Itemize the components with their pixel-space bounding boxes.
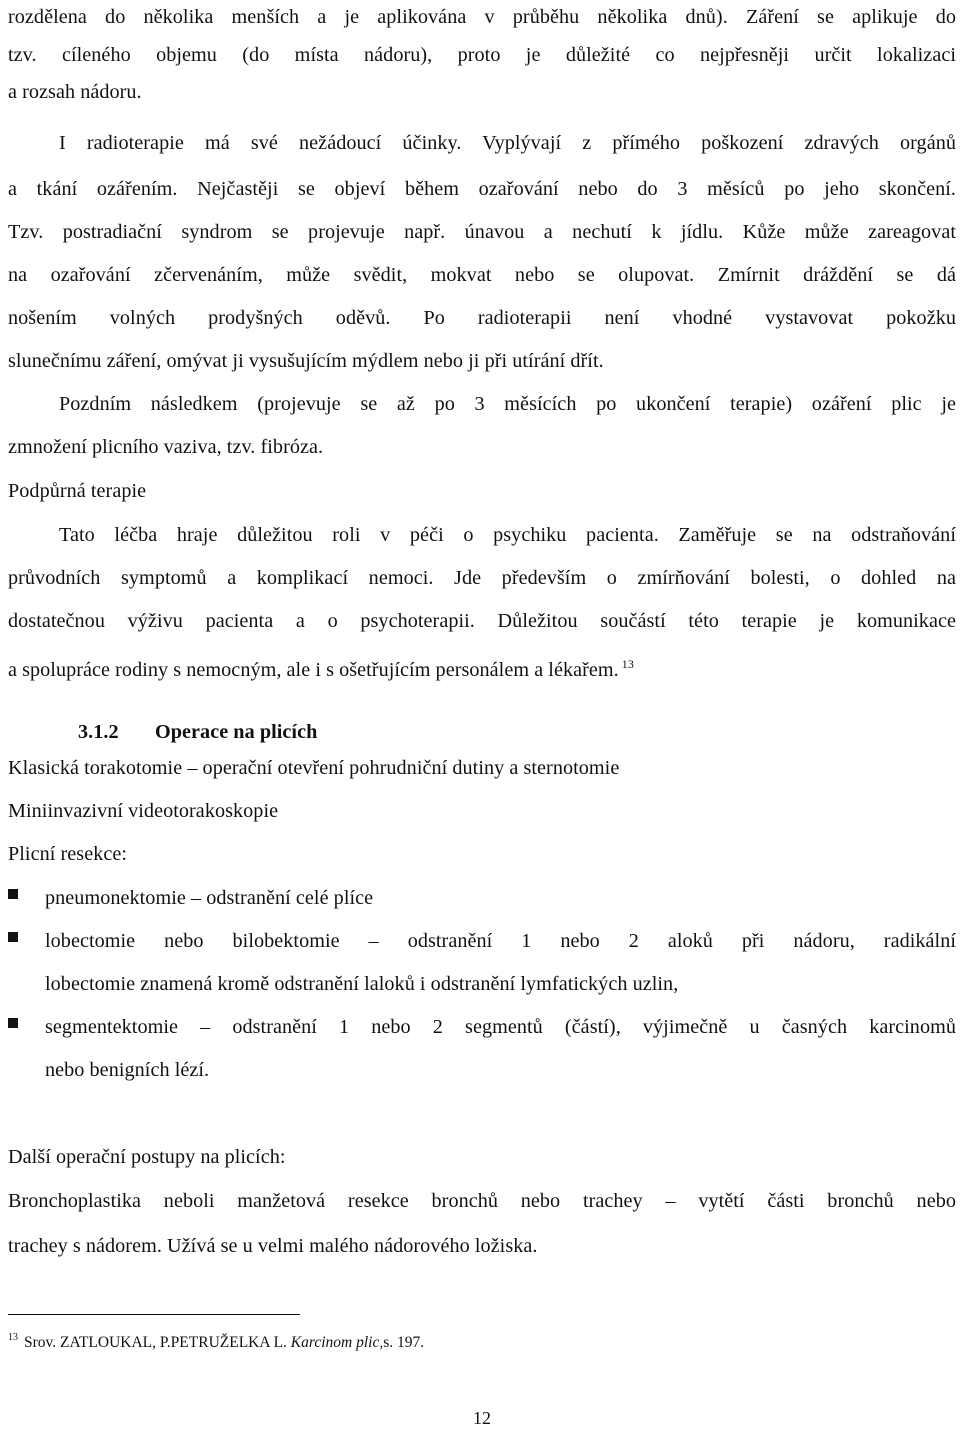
- text-line: Klasická torakotomie – operační otevření pohrudniční dutiny a sternotomie: [8, 757, 620, 779]
- bullet-item-continued: lobectomie znamená kromě odstranění laloků i odstranění lymfatických uzlin,: [45, 973, 679, 995]
- paragraph-line: Bronchoplastika neboli manžetová resekce bronchů nebo trachey – vytětí části bronchů nebo: [8, 1190, 956, 1212]
- section-number: 3.1.2: [78, 721, 119, 743]
- bullet-item: segmentektomie – odstranění 1 nebo 2 segmentů (částí), výjimečně u časných karcinomů: [45, 1016, 956, 1038]
- paragraph-line: Pozdním následkem (projevuje se až po 3 měsících po ukončení terapie) ozáření plic je: [59, 393, 956, 415]
- text-line: Další operační postupy na plicích:: [8, 1146, 286, 1168]
- footnote-title: Karcinom plic,: [290, 1334, 384, 1351]
- paragraph-line: nošením volných prodyšných oděvů. Po radioterapii není vhodné vystavovat pokožku: [8, 307, 956, 329]
- page-number: 12: [473, 1408, 491, 1428]
- paragraph-line: I radioterapie má své nežádoucí účinky. Vyplývají z přímého poškození zdravých orgánů: [59, 132, 956, 154]
- bullet-item: lobectomie nebo bilobektomie – odstranění 1 nebo 2 aloků při nádoru, radikální: [45, 930, 956, 952]
- bullet-item: pneumonektomie – odstranění celé plíce: [45, 887, 374, 909]
- footnote: [8, 1326, 424, 1355]
- paragraph-line: dostatečnou výživu pacienta a o psychoterapii. Důležitou součástí této terapie je komunikace: [8, 610, 956, 632]
- paragraph-line: a tkání ozářením. Nejčastěji se objeví během ozařování nebo do 3 měsíců po jeho skončení.: [8, 178, 956, 200]
- section-title: Operace na plicích: [155, 721, 318, 743]
- paragraph-line: zmnožení plicního vaziva, tzv. fibróza.: [8, 436, 324, 458]
- footnote-text: Srov. ZATLOUKAL, P.PETRUŽELKA L.: [24, 1334, 291, 1351]
- section-heading: [78, 715, 317, 749]
- paragraph-line: Tzv. postradiační syndrom se projevuje např. únavou a nechutí k jídlu. Kůže může zareagovat: [8, 221, 956, 243]
- bullet-marker: [8, 932, 18, 942]
- text-line: Miniinvazivní videotorakoskopie: [8, 800, 279, 822]
- paragraph-text: a spolupráce rodiny s nemocným, ale i s ošetřujícím personálem a lékařem.: [8, 659, 619, 681]
- bullet-item-continued: nebo benigních lézí.: [45, 1059, 210, 1081]
- paragraph-line: trachey s nádorem. Užívá se u velmi malého nádorového ložiska.: [8, 1235, 538, 1257]
- text-line: Plicní resekce:: [8, 843, 128, 865]
- paragraph-line: Tato léčba hraje důležitou roli v péči o psychiku pacienta. Zaměřuje se na odstraňování: [59, 524, 956, 546]
- paragraph-line: a rozsah nádoru.: [8, 81, 142, 103]
- footnote-separator: [8, 1314, 300, 1315]
- footnote-reference: 13: [621, 657, 634, 671]
- paragraph-line: na ozařování zčervenáním, může svědit, mokvat nebo se olupovat. Zmírnit dráždění se dá: [8, 264, 956, 286]
- paragraph-line: rozdělena do několika menších a je aplikována v průběhu několika dnů). Záření se aplikuje do: [8, 6, 956, 28]
- bullet-marker: [8, 1018, 18, 1028]
- paragraph-line: [8, 647, 634, 681]
- paragraph-line: tzv. cíleného objemu (do místa nádoru), proto je důležité co nejpřesněji určit lokalizaci: [8, 44, 956, 66]
- paragraph-line: průvodních symptomů a komplikací nemoci. Jde především o zmírňování bolesti, o dohled na: [8, 567, 956, 589]
- bullet-marker: [8, 889, 18, 899]
- footnote-pages: s. 197.: [383, 1334, 425, 1351]
- subsection-heading: Podpůrná terapie: [8, 480, 147, 502]
- footnote-number: 13: [8, 1332, 18, 1343]
- paragraph-line: slunečnímu záření, omývat ji vysušujícím mýdlem nebo ji při utírání dřít.: [8, 350, 604, 372]
